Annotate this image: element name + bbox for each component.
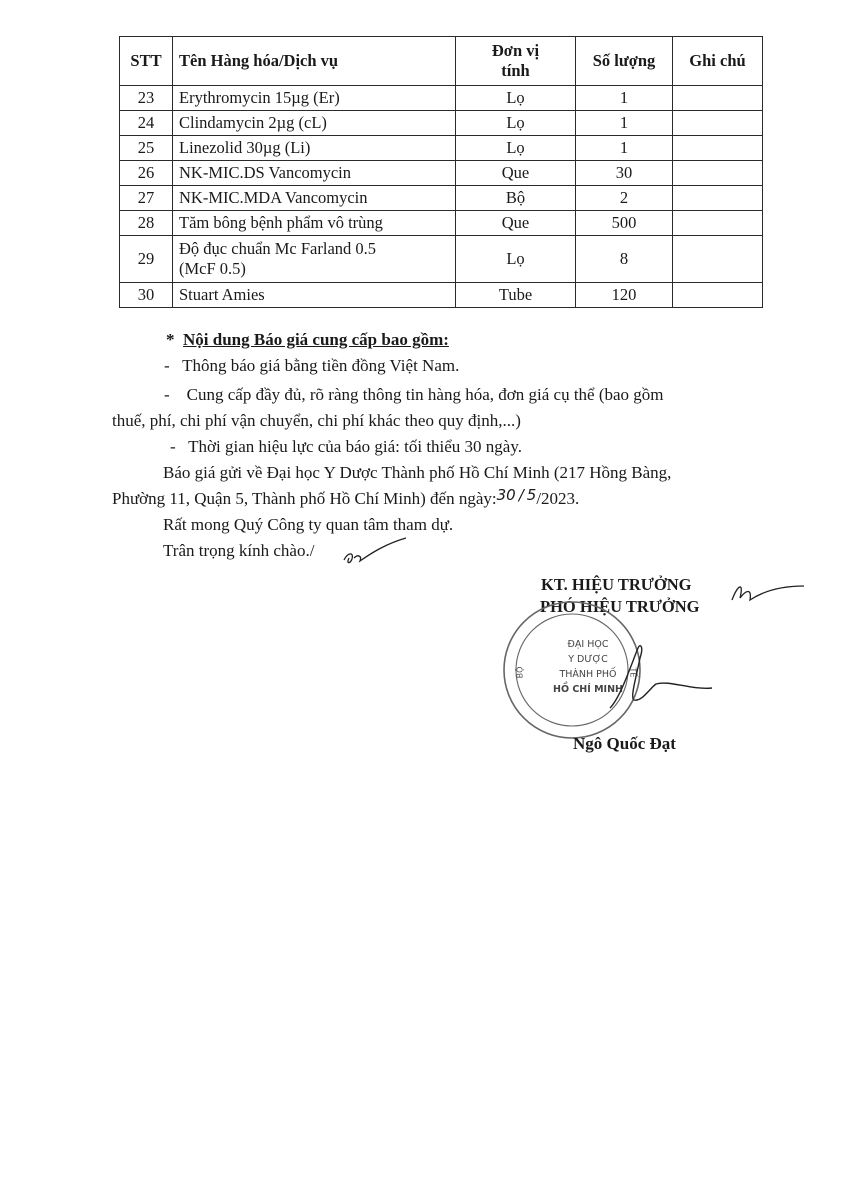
closing-text: Trân trọng kính chào./ — [163, 541, 315, 560]
stamp-right-text: TẾ — [628, 667, 638, 678]
cell-name-line1: Độ đục chuẩn Mc Farland 0.5 — [179, 239, 377, 258]
table-row — [120, 211, 763, 236]
send-line-1: Báo giá gửi về Đại học Y Dược Thành phố Hồ Chí Minh (217 Hồng Bàng, — [163, 463, 672, 482]
cell-name: Linezolid 30µg (Li) — [173, 136, 456, 161]
signature-title-2: PHÓ HIỆU TRƯỞNG — [540, 597, 700, 616]
header-stt: STT — [120, 37, 173, 86]
cell-name-line2: (McF 0.5) — [179, 259, 246, 278]
stamp-line-2: Y DƯỢC — [568, 654, 608, 665]
send-line-2-prefix: Phường 11, Quận 5, Thành phố Hồ Chí Minh) đến ngày: — [112, 489, 497, 508]
cell-stt: 26 — [120, 161, 173, 186]
stamp-line-1: ĐẠI HỌC — [567, 639, 609, 650]
cell-note — [673, 211, 763, 236]
cell-unit: Bộ — [456, 186, 576, 211]
dash-icon: - — [164, 356, 170, 375]
date-year: /2023. — [536, 489, 580, 508]
header-unit — [456, 37, 576, 86]
cell-stt: 27 — [120, 186, 173, 211]
bullet-3-text: Thời gian hiệu lực của báo giá: tối thiểu 30 ngày. — [188, 437, 522, 456]
stamp-left-text: BỘ — [515, 666, 525, 679]
signature-title-1: KT. HIỆU TRƯỞNG — [541, 575, 692, 594]
header-qty: Số lượng — [576, 37, 673, 86]
signer-name: Ngô Quốc Đạt — [573, 734, 676, 753]
cell-name: NK-MIC.DS Vancomycin — [173, 161, 456, 186]
cell-stt: 25 — [120, 136, 173, 161]
table-row — [120, 161, 763, 186]
cell-name — [173, 236, 456, 283]
table-header-row — [120, 37, 763, 86]
cell-qty: 2 — [576, 186, 673, 211]
invite-line: Rất mong Quý Công ty quan tâm tham dự. — [163, 515, 454, 534]
heading-text: Nội dung Báo giá cung cấp bao gồm: — [183, 330, 449, 349]
cell-name: Erythromycin 15µg (Er) — [173, 86, 456, 111]
table-row — [120, 186, 763, 211]
cell-stt: 29 — [120, 236, 173, 283]
table-row — [120, 86, 763, 111]
initials-signature — [340, 534, 410, 570]
header-name: Tên Hàng hóa/Dịch vụ — [173, 37, 456, 86]
bullet-1 — [164, 356, 459, 376]
closing-line — [163, 541, 314, 561]
cell-note — [673, 161, 763, 186]
bullet-2-continued — [112, 411, 521, 431]
cell-stt: 30 — [120, 283, 173, 308]
bullet-2-text-line2: thuế, phí, chi phí vận chuyển, chi phí khác theo quy định,...) — [112, 411, 521, 430]
cell-qty: 120 — [576, 283, 673, 308]
cell-note — [673, 236, 763, 283]
cell-unit: Tube — [456, 283, 576, 308]
cell-name: Stuart Amies — [173, 283, 456, 308]
cell-qty: 8 — [576, 236, 673, 283]
cell-qty: 500 — [576, 211, 673, 236]
cell-note — [673, 283, 763, 308]
cell-name: Tăm bông bệnh phẩm vô trùng — [173, 211, 456, 236]
header-note: Ghi chú — [673, 37, 763, 86]
bullet-3 — [170, 437, 522, 457]
heading-star: * — [166, 330, 175, 349]
date-sep: / — [518, 486, 524, 504]
cell-qty: 30 — [576, 161, 673, 186]
cell-unit: Lọ — [456, 86, 576, 111]
bullet-1-text: Thông báo giá bằng tiền đồng Việt Nam. — [182, 356, 460, 375]
bullet-2-text-line1: Cung cấp đầy đủ, rõ ràng thông tin hàng hóa, đơn giá cụ thể (bao gồm — [186, 385, 664, 404]
cell-stt: 28 — [120, 211, 173, 236]
stamp-line-4: HỒ CHÍ MINH — [553, 684, 623, 695]
cell-unit: Que — [456, 161, 576, 186]
header-unit-line2: tính — [501, 61, 530, 80]
title-initials — [728, 576, 808, 612]
items-table — [119, 36, 763, 308]
header-unit-line1: Đơn vị — [491, 41, 540, 60]
content-heading — [166, 330, 449, 350]
cell-note — [673, 186, 763, 211]
cell-note — [673, 136, 763, 161]
cell-qty: 1 — [576, 86, 673, 111]
bullet-2 — [164, 385, 664, 405]
cell-stt: 24 — [120, 111, 173, 136]
cell-name: Clindamycin 2µg (cL) — [173, 111, 456, 136]
cell-note — [673, 111, 763, 136]
cell-note — [673, 86, 763, 111]
cell-name: NK-MIC.MDA Vancomycin — [173, 186, 456, 211]
stamp-line-3: THÀNH PHỐ — [559, 669, 617, 680]
cell-unit: Lọ — [456, 136, 576, 161]
table-row — [120, 111, 763, 136]
date-day: 30 — [496, 486, 516, 504]
table-row — [120, 236, 763, 283]
date-month: 5 — [526, 486, 537, 504]
table-row — [120, 283, 763, 308]
cell-qty: 1 — [576, 136, 673, 161]
cell-unit: Que — [456, 211, 576, 236]
cell-qty: 1 — [576, 111, 673, 136]
send-line-2 — [112, 486, 580, 509]
cell-stt: 23 — [120, 86, 173, 111]
cell-unit: Lọ — [456, 111, 576, 136]
dash-icon: - — [170, 437, 176, 456]
dash-icon: - — [164, 385, 170, 404]
table-row — [120, 136, 763, 161]
main-signature — [600, 628, 720, 718]
cell-unit: Lọ — [456, 236, 576, 283]
